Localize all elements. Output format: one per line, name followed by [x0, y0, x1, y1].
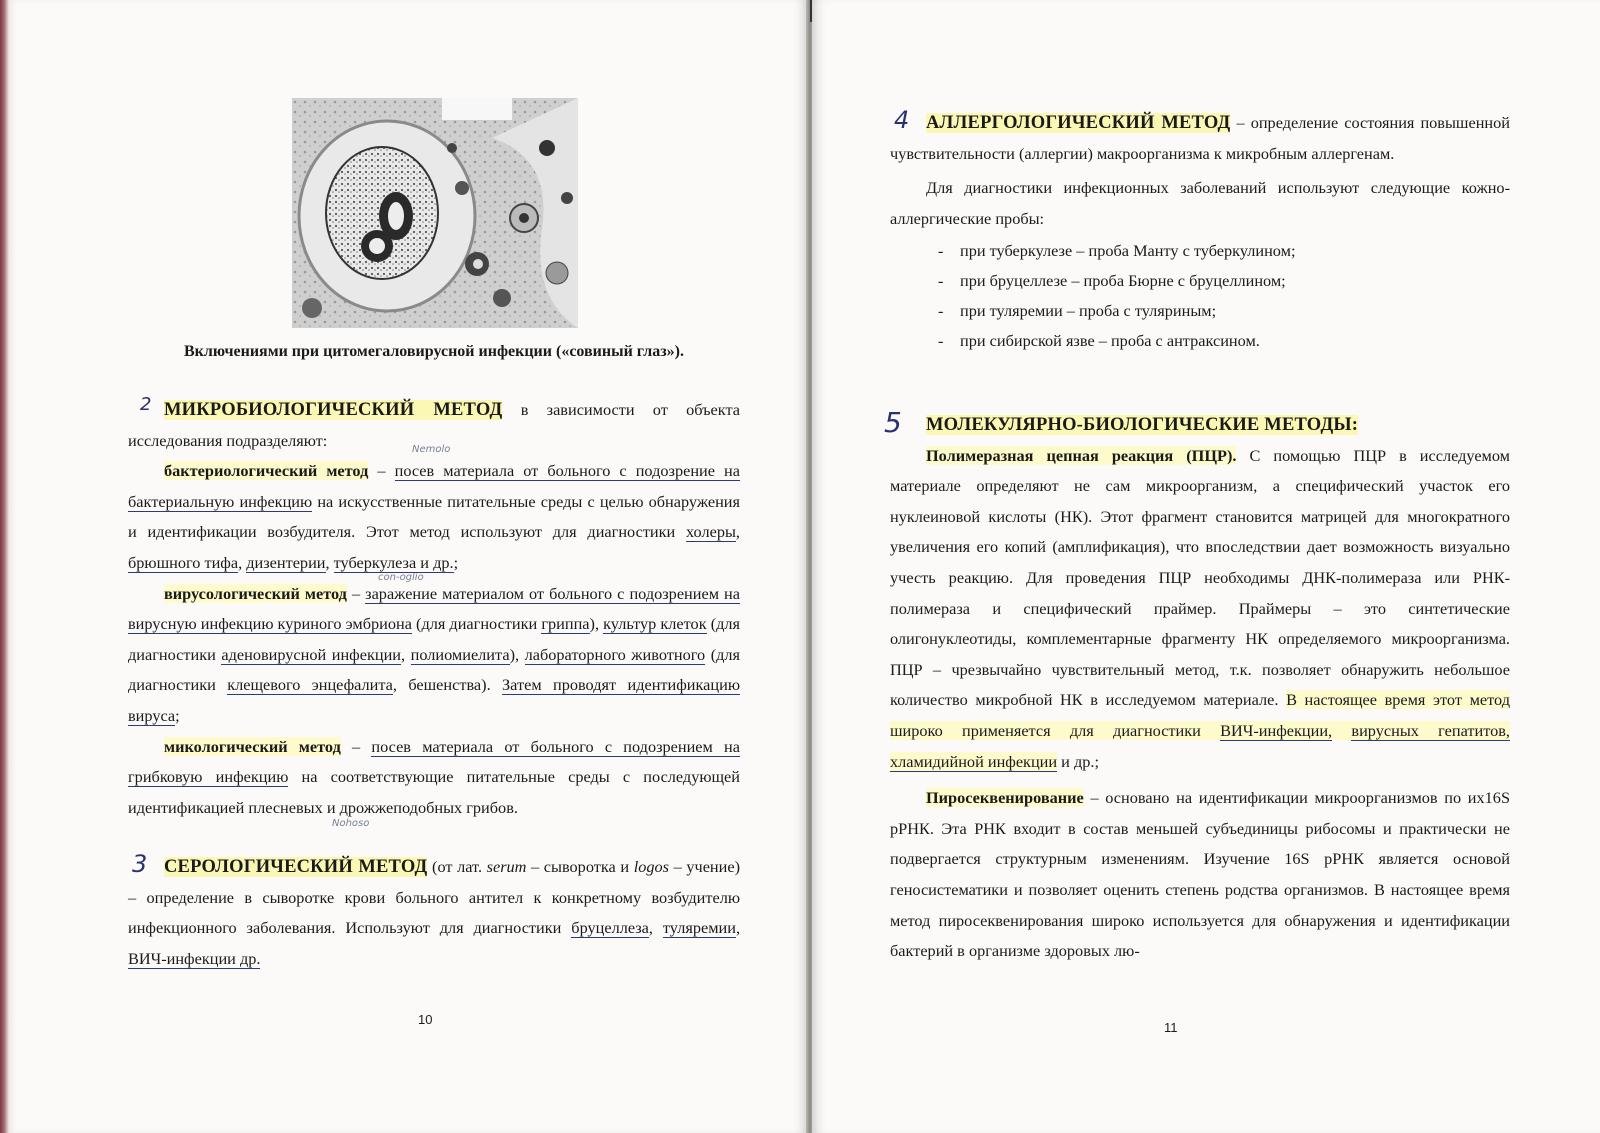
myco-term: микологический метод [164, 736, 341, 756]
list-item-text: при сибирской язве – проба с антраксином. [960, 331, 1260, 351]
myco-underlined: посев материала от больного с подозрением на грибковую инфекцию [128, 736, 740, 787]
sep: , [325, 552, 334, 572]
handwritten-number-4: 4 [894, 106, 910, 134]
dash: – [346, 583, 366, 603]
micro-intro: в зависимости от объекта исследования подразделяют: [128, 400, 741, 450]
pcr-text: С помощью ПЦР в исследуемом материале определяют не сам микроорганизм, а специфический участок его нуклеиновой кислоты (НК). Этот фрагмент становится матрицей для многократного увеличения его копий (амплификация), что впоследствии дает возможность визуально учесть реакцию. Для проведения ПЦР необходимы ДНК-полимераза или РНК-полимераза и специфический праймер. Праймеры – это синтетические олигонуклеотиды, комплементарные фрагменту НК определяемого микроорганизма. ПЦР – чрезвычайно чувствительный метод, т.к. позволяет обнаружить небольшое количество микробной НК в исследуемом материале. [890, 445, 1510, 710]
micrograph-image [292, 98, 578, 328]
allergo-tests-list [890, 236, 1510, 356]
handwritten-number-3: 3 [132, 850, 148, 878]
molecular-title: МОЛЕКУЛЯРНО-БИОЛОГИЧЕСКИЕ МЕТОДЫ: [926, 415, 1359, 435]
text: Затем проводят идентификацию вируса [128, 675, 740, 725]
handwritten-number-5: 5 [884, 406, 902, 439]
disease: культур клеток [603, 614, 707, 634]
margin-note: Nemolo [412, 444, 451, 455]
disease: дизентерии [246, 552, 326, 572]
disease: лабораторного животного [524, 644, 706, 664]
micro-title: МИКРОБИОЛОГИЧЕСКИЙ МЕТОД [164, 400, 503, 420]
disease: холеры [686, 522, 736, 542]
dash: – [340, 736, 372, 756]
text: – учение) – определение в сыворотке крови больного антител к конкретному возбудителю инфекционного заболевания. Используют для диагностики [128, 857, 740, 938]
disease: аденовирусной инфекции [221, 644, 402, 664]
molecular-section [890, 410, 1510, 967]
list-item: - при бруцеллезе – проба Бюрне с бруцеллином; [938, 271, 1286, 291]
text: (для диагностики [128, 614, 741, 664]
allergo-para: Для диагностики инфекционных заболеваний используют следующие кожно-аллергические пробы: [890, 178, 1510, 228]
disease: вирусных гепатитов, [1351, 720, 1511, 740]
list-item-text: при туберкулезе – проба Манту с туберкулином; [960, 241, 1296, 261]
disease: туберкулеза и др. [333, 552, 454, 572]
disease: клещевого энцефалита [227, 675, 393, 695]
page-number: 11 [1164, 1020, 1178, 1035]
bact-term: бактериологический метод [164, 461, 369, 481]
sep [1332, 721, 1351, 740]
text: ), [589, 614, 604, 634]
pyro-text: основано на идентификации микроорганизмов по их16S рРНК. Эта РНК входит в состав меньшей субъединицы рибосомы и практически не подвергается структурным изменениям. Изучение 16S рРНК является основой геносистематики и позволяет оценить степень родства организмов. В настоящее время метод пиросеквенирования широко используется для обнаружения и идентификации бактерий в организме здоровых лю- [890, 788, 1510, 961]
text: (для диагностики [128, 644, 741, 695]
text: (от лат. [427, 857, 487, 876]
list-item: - при сибирской язве – проба с антраксином. [938, 331, 1260, 351]
text: , бешенства). [392, 675, 503, 695]
sero-section [128, 852, 740, 974]
disease: гриппа [541, 614, 590, 634]
list-item: - при туберкулезе – проба Манту с туберкулином; [938, 241, 1296, 261]
bact-underlined: посев материала от больного с подозрение на бактериальную инфекцию [128, 461, 740, 511]
sep: , [735, 918, 741, 938]
disease: ВИЧ-инфекции др. [128, 948, 261, 968]
handwritten-number-2: 2 [140, 394, 152, 415]
myco-rest: на соответствующие питательные среды с последующей идентификацией плесневых и дрожжеподобных грибов. [128, 767, 740, 817]
page-number: 10 [418, 1012, 433, 1027]
text: – сыворотка и [526, 857, 634, 876]
disease: брюшного тифа [128, 552, 239, 572]
allergo-section [890, 108, 1510, 356]
bact-rest: на искусственные питательные среды с целью обнаружения и идентификации возбудителя. Этот метод используют для диагностики [128, 491, 741, 542]
disease: туляремии [662, 918, 736, 938]
text: ), [509, 644, 525, 664]
pcr-highlight: В настоящее время этот метод широко применяется для диагностики [890, 690, 1510, 740]
text: ; [175, 705, 180, 725]
text: и др.; [1057, 751, 1099, 771]
dash: – [1083, 788, 1106, 808]
dash: – [368, 461, 395, 481]
latin-word: serum [486, 857, 527, 876]
sep: , [648, 918, 663, 938]
allergo-def: – определение состояния повышенной чувствительности (аллергии) макроорганизма к микробным аллергенам. [890, 113, 1510, 163]
list-item: - при туляремии – проба с туляриным; [938, 301, 1217, 321]
sero-title: СЕРОЛОГИЧЕСКИЙ МЕТОД [164, 857, 428, 877]
disease: ВИЧ-инфекции, [1220, 720, 1333, 740]
text: (для диагностики [411, 614, 542, 634]
micro-section [128, 395, 740, 823]
viro-underlined: заражение материалом от больного с подозрением на вирусную инфекцию куриного эмбриона [128, 583, 740, 634]
book-edge [0, 0, 16, 1133]
pcr-term: Полимеразная цепная реакция (ПЦР). [926, 445, 1237, 465]
disease: хламидийной инфекции [890, 751, 1058, 771]
allergo-title: АЛЛЕРГОЛОГИЧЕСКИЙ МЕТОД [926, 113, 1231, 133]
text: , [401, 644, 411, 664]
list-item-text: при туляремии – проба с туляриным; [960, 301, 1217, 321]
disease: полиомиелита [410, 644, 510, 664]
figure-caption: Включениями при цитомегаловирусной инфекции («совиный глаз»). [183, 343, 684, 360]
disease: бруцеллеза [571, 918, 649, 938]
sep: , [238, 552, 247, 572]
sep: ; [453, 552, 459, 572]
margin-note: con-oglio [378, 572, 424, 583]
latin-word: logos [633, 857, 669, 876]
margin-note: Nohoso [332, 818, 370, 829]
pyro-term: Пиросеквенирование [926, 788, 1084, 808]
viro-term: вирусологический метод [164, 583, 347, 603]
sep: , [735, 522, 740, 542]
list-item-text: при бруцеллезе – проба Бюрне с бруцеллином; [960, 271, 1286, 291]
